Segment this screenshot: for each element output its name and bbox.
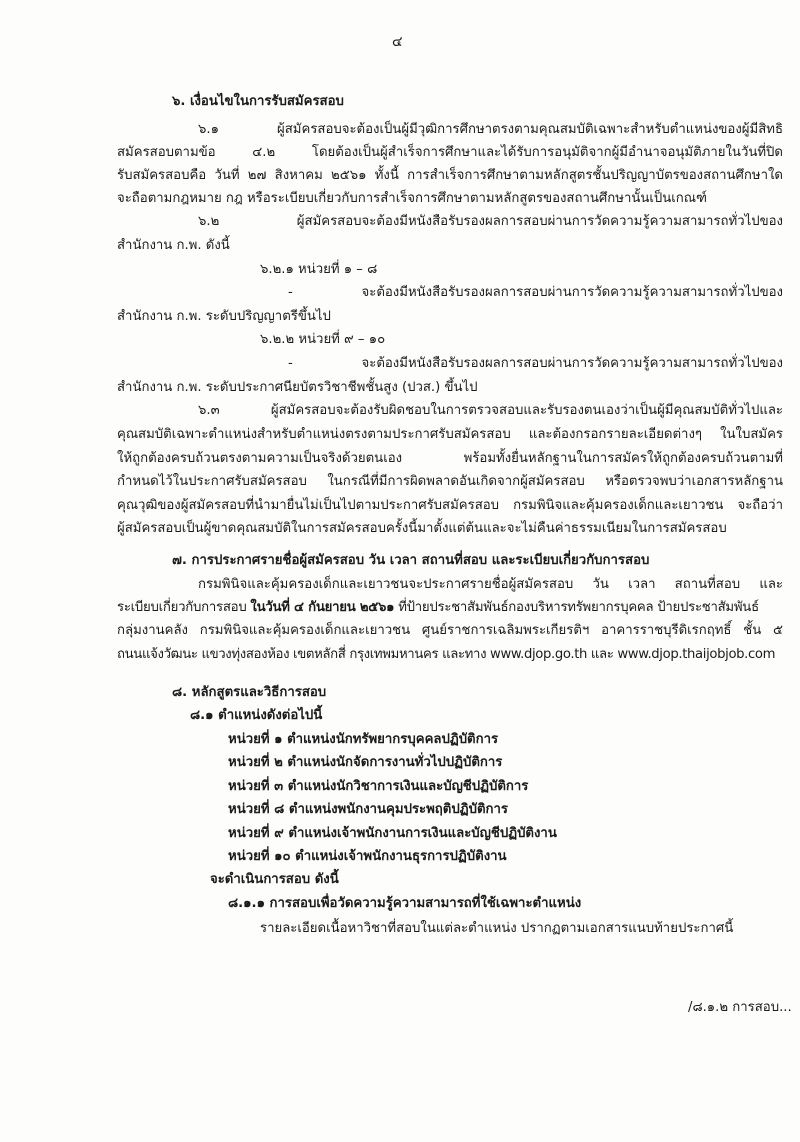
paragraph-line: ๖.๓ ผู้สมัครสอบจะต้องรับผิดชอบในการตรวจสอบและรับรองตนเองว่าเป็นผู้มีคุณสมบัติทั่วไปและ — [198, 403, 783, 418]
paragraph-line: คุณวุฒิของผู้สมัครสอบที่นำมายื่นไม่เป็นไปตามประกาศรับสมัครสอบ กรมพินิจและคุ้มครองเด็กและเยาวชน จะถือว่า — [117, 498, 783, 513]
paragraph-line: ผู้สมัครสอบเป็นผู้ขาดคุณสมบัติในการสมัครสอบครั้งนี้มาตั้งแต่ต้นและจะไม่คืนค่าธรรมเนียมในการสมัครสอบ — [117, 521, 727, 536]
paragraph-line: ๖.๒.๑ หน่วยที่ ๑ – ๘ — [260, 262, 378, 277]
section-8-heading: ๘. หลักสูตรและวิธีการสอบ — [172, 685, 327, 700]
paragraph-line: สำนักงาน ก.พ. ดังนี้ — [117, 238, 230, 253]
paragraph-line: สำนักงาน ก.พ. ระดับประกาศนียบัตรวิชาชีพชั้นสูง (ปวส.) ขึ้นไป — [117, 380, 478, 395]
paragraph-line: สำนักงาน ก.พ. ระดับปริญญาตรีขึ้นไป — [117, 309, 331, 324]
paragraph-line: กลุ่มงานคลัง กรมพินิจและคุ้มครองเด็กและเยาวชน ศูนย์ราชการเฉลิมพระเกียรติฯ อาคารราชบุรีดิเรกฤทธิ์ ชั้น ๕ — [117, 623, 783, 638]
unit-item: หน่วยที่ ๒ ตำแหน่งนักจัดการงานทั่วไปปฏิบัติการ — [228, 755, 503, 770]
paragraph-line: ถนนแจ้งวัฒนะ แขวงทุ่งสองห้อง เขตหลักสี่ กรุงเทพมหานคร และทาง www.djop.go.th และ www.djop.thaijobjob.com — [117, 647, 776, 662]
paragraph-line: กรมพินิจและคุ้มครองเด็กและเยาวชนจะประกาศรายชื่อผู้สมัครสอบ วัน เวลา สถานที่สอบ และ — [198, 577, 783, 592]
paragraph-line: ๖.๒.๒ หน่วยที่ ๙ – ๑๐ — [260, 332, 386, 347]
paragraph-line: สมัครสอบตามข้อ ๔.๒ โดยต้องเป็นผู้สำเร็จการศึกษาและได้รับการอนุมัติจากผู้มีอำนาจอนุมัติภายในวันที่ปิด — [117, 145, 783, 160]
subsection-811-heading: ๘.๑.๑ การสอบเพื่อวัดความรู้ความสามารถที่ใช้เฉพาะตำแหน่ง — [228, 896, 582, 911]
text: ระเบียบเกี่ยวกับการสอบ — [117, 600, 251, 615]
subsection-heading: ๘.๑ ตำแหน่งดังต่อไปนี้ — [190, 708, 323, 723]
paragraph-line: - จะต้องมีหนังสือรับรองผลการสอบผ่านการวัดความรู้ความสามารถทั่วไปของ — [288, 285, 783, 300]
paragraph-line: รับสมัครสอบคือ วันที่ ๒๗ สิงหาคม ๒๕๖๑ ทั้งนี้ การสำเร็จการศึกษาตามหลักสูตรชั้นปริญญาบัตรของสถานศึกษาใด — [117, 168, 783, 183]
paragraph-line: จะถือตามกฎหมาย กฎ หรือระเบียบเกี่ยวกับการสำเร็จการศึกษาตามหลักสูตรของสถานศึกษานั้นเป็นเกณฑ์ — [117, 191, 707, 206]
paragraph-line: กำหนดไว้ในประกาศรับสมัครสอบ ในกรณีที่มีการผิดพลาดอันเกิดจากผู้สมัครสอบ หรือตรวจพบว่าเอกสารหลักฐาน — [117, 474, 783, 489]
paragraph-line: รายละเอียดเนื้อหาวิชาที่สอบในแต่ละตำแหน่ง ปรากฏตามเอกสารแนบท้ายประกาศนี้ — [260, 921, 734, 936]
page-number: ๔ — [392, 34, 403, 50]
text: ที่ป้ายประชาสัมพันธ์กองบริหารทรัพยากรบุคคล ป้ายประชาสัมพันธ์ — [394, 600, 759, 615]
section-6-heading: ๖. เงื่อนไขในการรับสมัครสอบ — [172, 94, 344, 109]
unit-item: หน่วยที่ ๙ ตำแหน่งเจ้าพนักงานการเงินและบัญชีปฏิบัติงาน — [228, 826, 557, 841]
paragraph-line: ให้ถูกต้องครบถ้วนตรงตามความเป็นจริงด้วยตนเอง พร้อมทั้งยื่นหลักฐานในการสมัครให้ถูกต้องครบถ้วนตามที่ — [117, 451, 783, 466]
paragraph-line: - จะต้องมีหนังสือรับรองผลการสอบผ่านการวัดความรู้ความสามารถทั่วไปของ — [288, 356, 783, 371]
unit-item: หน่วยที่ ๘ ตำแหน่งพนักงานคุมประพฤติปฏิบัติการ — [228, 802, 508, 817]
paragraph-line — [117, 598, 759, 618]
proceed-line: จะดำเนินการสอบ ดังนี้ — [210, 872, 339, 887]
unit-item: หน่วยที่ ๑ ตำแหน่งนักทรัพยากรบุคคลปฏิบัติการ — [228, 732, 499, 747]
section-7-heading: ๗. การประกาศรายชื่อผู้สมัครสอบ วัน เวลา สถานที่สอบ และระเบียบเกี่ยวกับการสอบ — [172, 553, 650, 568]
announcement-date: ในวันที่ ๔ กันยายน ๒๕๖๑ — [250, 600, 395, 615]
continuation-footer: /๘.๑.๒ การสอบ... — [688, 1000, 792, 1015]
paragraph-line: คุณสมบัติเฉพาะตำแหน่งสำหรับตำแหน่งตรงตามประกาศรับสมัครสอบ และต้องกรอกรายละเอียดต่างๆ ในใบสมัคร — [117, 427, 783, 442]
paragraph-line: ๖.๒ ผู้สมัครสอบจะต้องมีหนังสือรับรองผลการสอบผ่านการวัดความรู้ความสามารถทั่วไปของ — [198, 214, 783, 229]
unit-item: หน่วยที่ ๑๐ ตำแหน่งเจ้าพนักงานธุรการปฏิบัติงาน — [228, 849, 507, 864]
unit-item: หน่วยที่ ๓ ตำแหน่งนักวิชาการเงินและบัญชีปฏิบัติการ — [228, 779, 529, 794]
paragraph-line: ๖.๑ ผู้สมัครสอบจะต้องเป็นผู้มีวุฒิการศึกษาตรงตามคุณสมบัติเฉพาะสำหรับตำแหน่งของผู้มีสิทธิ — [198, 122, 783, 137]
